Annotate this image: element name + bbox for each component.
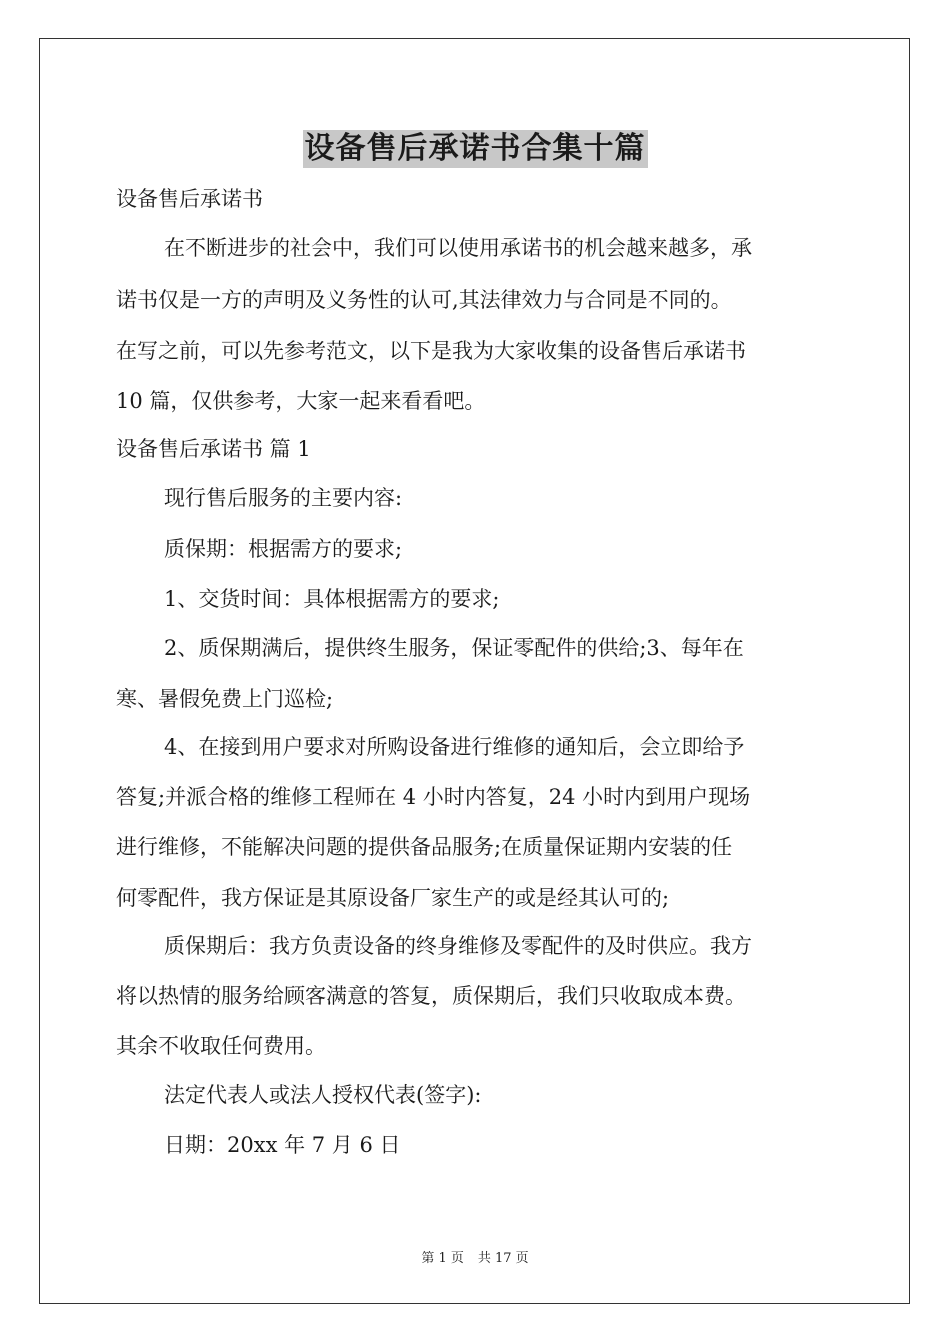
document-title: 设备售后承诺书合集十篇 <box>304 131 646 166</box>
paragraph-line: 10 篇，仅供参考，大家一起来看看吧。 <box>116 389 486 413</box>
paragraph-line: 将以热情的服务给顾客满意的答复，质保期后，我们只收取成本费。 <box>116 984 746 1008</box>
title-container <box>0 130 950 168</box>
date-line: 日期：20xx 年 7 月 6 日 <box>164 1133 401 1157</box>
paragraph-line: 寒、暑假免费上门巡检; <box>116 687 334 711</box>
paragraph-line: 进行维修，不能解决问题的提供备品服务;在质量保证期内安装的任 <box>116 835 733 859</box>
paragraph-line: 质保期：根据需方的要求; <box>164 537 403 561</box>
section-heading: 设备售后承诺书 <box>116 187 263 211</box>
page-border <box>39 38 910 1304</box>
paragraph-line: 质保期后：我方负责设备的终身维修及零配件的及时供应。我方 <box>164 934 752 958</box>
paragraph-line: 其余不收取任何费用。 <box>116 1034 326 1058</box>
signature-line: 法定代表人或法人授权代表(签字): <box>164 1083 482 1107</box>
paragraph-line: 4、在接到用户要求对所购设备进行维修的通知后，会立即给予 <box>164 735 745 759</box>
paragraph-line: 在不断进步的社会中，我们可以使用承诺书的机会越来越多，承 <box>164 236 752 260</box>
section-heading: 设备售后承诺书 篇 1 <box>116 437 311 461</box>
paragraph-line: 在写之前，可以先参考范文，以下是我为大家收集的设备售后承诺书 <box>116 339 746 363</box>
paragraph-line: 现行售后服务的主要内容: <box>164 486 403 510</box>
paragraph-line: 何零配件，我方保证是其原设备厂家生产的或是经其认可的; <box>116 886 670 910</box>
page-number: 第 1 页 <box>421 1251 464 1266</box>
paragraph-line: 2、质保期满后，提供终生服务，保证零配件的供给;3、每年在 <box>164 636 744 660</box>
page-total: 共 17 页 <box>477 1251 529 1266</box>
page-footer <box>0 1247 950 1266</box>
paragraph-line: 答复;并派合格的维修工程师在 4 小时内答复，24 小时内到用户现场 <box>116 785 751 809</box>
paragraph-line: 诺书仅是一方的声明及义务性的认可,其法律效力与合同是不同的。 <box>116 288 732 312</box>
paragraph-line: 1、交货时间：具体根据需方的要求; <box>164 587 500 611</box>
